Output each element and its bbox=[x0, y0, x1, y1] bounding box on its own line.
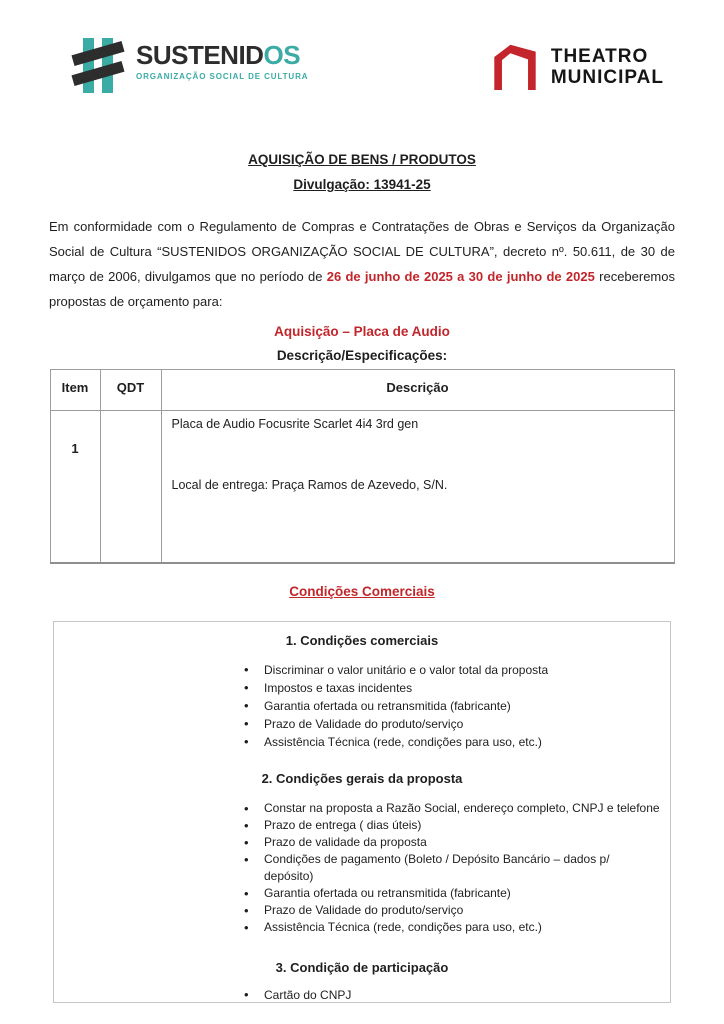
sustenidos-hash-icon bbox=[74, 34, 126, 98]
hash-bar bbox=[71, 61, 124, 86]
theatro-arch-icon bbox=[492, 42, 538, 92]
acquisition-title: Aquisição – Placa de Audio bbox=[274, 324, 450, 339]
theatro-municipal-logo bbox=[492, 42, 664, 92]
items-table bbox=[50, 369, 675, 564]
bullet-item: • Constar na proposta a Razão Social, endereço completo, CNPJ e telefone bbox=[242, 800, 666, 817]
section-3-heading: 3. Condição de participação bbox=[275, 960, 449, 975]
col-header-descricao: Descrição bbox=[161, 370, 674, 411]
section-3-bullets bbox=[54, 986, 670, 1003]
bullet-item: • Prazo de Validade do produto/serviço bbox=[242, 715, 666, 733]
sustenidos-name-dark: SUSTENID bbox=[136, 40, 264, 70]
section-2-heading: 2. Condições gerais da proposta bbox=[261, 771, 463, 786]
sustenidos-logo-text bbox=[136, 34, 308, 81]
bullet-item: • Prazo de entrega ( dias úteis) bbox=[242, 817, 666, 834]
document-subtitle: Divulgação: 13941-25 bbox=[293, 177, 431, 192]
intro-part1: Em conformidade com o Regulamento de Compras e Contratações de Obras e Serviços da Organização Social de Cultura “SUSTENIDOS ORGANIZAÇÃO SOCIAL DE CULTURA”, decreto nº. 50.611, de 30 de março de 2006, divulgamos que no período de bbox=[49, 219, 675, 284]
table-row bbox=[50, 411, 674, 564]
table-header-row bbox=[50, 370, 674, 411]
section-1-heading: 1. Condições comerciais bbox=[285, 633, 439, 648]
bullet-item: • Assistência Técnica (rede, condições para uso, etc.) bbox=[242, 919, 666, 936]
intro-date-range: 26 de junho de 2025 a 30 de junho de 2025 bbox=[326, 269, 595, 284]
col-header-qdt: QDT bbox=[100, 370, 161, 411]
conditions-section-2 bbox=[54, 771, 670, 936]
conditions-section-3 bbox=[54, 960, 670, 1003]
bullet-item: • Assistência Técnica (rede, condições para uso, etc.) bbox=[242, 733, 666, 751]
document-title: AQUISIÇÃO DE BENS / PRODUTOS bbox=[248, 152, 476, 167]
bullet-item: • Cartão do CNPJ bbox=[242, 986, 666, 1003]
section-2-bullets bbox=[54, 800, 670, 936]
spec-label: Descrição/Especificações: bbox=[276, 348, 448, 363]
cell-qdt bbox=[100, 411, 161, 564]
cell-item-number: 1 bbox=[50, 411, 100, 564]
bullet-item: • Prazo de Validade do produto/serviço bbox=[242, 902, 666, 919]
intro-paragraph bbox=[49, 214, 675, 314]
sustenidos-logo bbox=[74, 34, 308, 98]
sustenidos-name-accent: OS bbox=[263, 40, 301, 70]
cell-description bbox=[161, 411, 674, 564]
bullet-item: • Condições de pagamento (Boleto / Depósito Bancário – dados p/ depósito) bbox=[242, 851, 616, 885]
bullet-item: • Garantia ofertada ou retransmitida (fabricante) bbox=[242, 885, 666, 902]
bullet-item: • Prazo de validade da proposta bbox=[242, 834, 666, 851]
delivery-location: Local de entrega: Praça Ramos de Azevedo, S/N. bbox=[171, 478, 448, 492]
theatro-line1: THEATRO bbox=[550, 46, 649, 67]
hash-bar bbox=[83, 38, 94, 93]
bullet-item: • Discriminar o valor unitário e o valor total da proposta bbox=[242, 661, 666, 679]
intro-part2: receberemos propostas de orçamento para: bbox=[49, 269, 675, 309]
conditions-title: Condições Comerciais bbox=[289, 584, 435, 599]
sustenidos-tagline: ORGANIZAÇÃO SOCIAL DE CULTURA bbox=[136, 72, 309, 81]
bullet-item: • Garantia ofertada ou retransmitida (fabricante) bbox=[242, 697, 666, 715]
item-description: Placa de Audio Focusrite Scarlet 4i4 3rd gen bbox=[171, 417, 419, 431]
col-header-item: Item bbox=[50, 370, 100, 411]
header-logos bbox=[0, 0, 724, 98]
sustenidos-name bbox=[136, 42, 308, 68]
bullet-item: • Impostos e taxas incidentes bbox=[242, 679, 666, 697]
theatro-line2: MUNICIPAL bbox=[550, 67, 664, 88]
conditions-section-1 bbox=[54, 633, 670, 751]
section-1-bullets bbox=[54, 661, 670, 751]
conditions-box bbox=[53, 621, 671, 1003]
theatro-logo-text bbox=[551, 46, 664, 88]
